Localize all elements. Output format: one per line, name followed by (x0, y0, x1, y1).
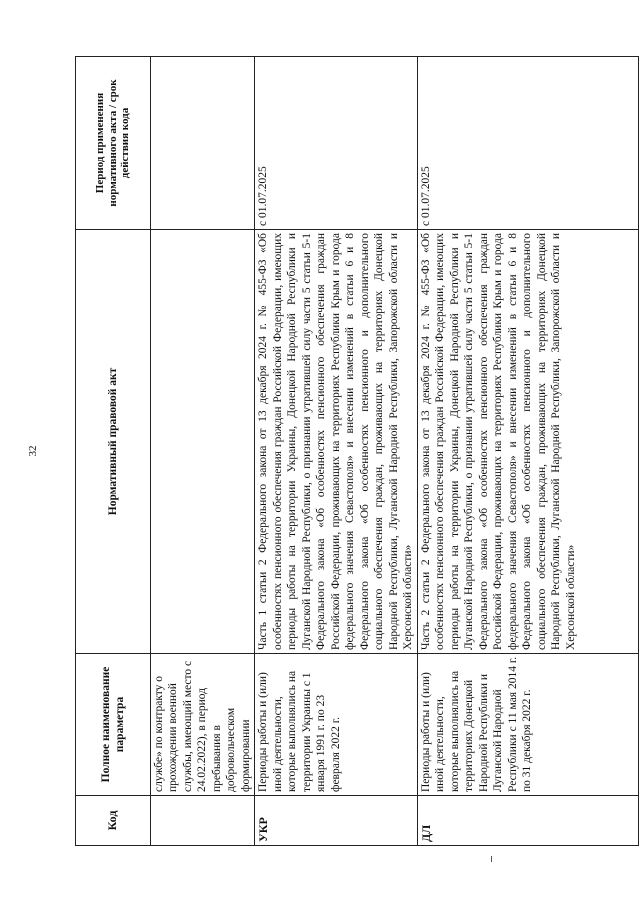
cell-name: Периоды работы и (или) иной деятельности, которые выполнялись на территориях Донецкой Народной Республики и Луганской Народной Республики с 11 мая 2014 г. по 31 декабря 2022 г. (417, 654, 638, 796)
header-act: Нормативный правовой акт (76, 230, 151, 654)
cell-name: Периоды работы и (или) иной деятельности, которые выполнялись на территории Украины с 1 января 1991 г. по 23 февраля 2022 г. (255, 654, 417, 796)
table-header-row (76, 57, 151, 846)
cell-act: Часть 1 статьи 2 Федерального закона от 13 декабря 2024 г. № 455-ФЗ «Об особенностях пенсионного обеспечения граждан Российской Федерации, имеющих периоды работы на территории Украины, Донецкой Народной Республики и Луганской Народной Республики, о признании утратившей силу части 5 статьи 5-1 Федерального закона «Об особенностях пенсионного обеспечения граждан Российской Федерации, проживающих на территориях Республики Крым и города федерального значения Севастополя» и внесении изменений в статьи 6 и 8 Федерального закона «Об особенностях пенсионного и дополнительного социального обеспечения граждан, проживающих на территориях Донецкой Народной Республики, Луганской Народной Республики, Запорожской области и Херсонской области» (255, 230, 417, 654)
cell-code (151, 796, 255, 846)
rotated-table-container (75, 57, 578, 846)
header-period: Период применения нормативного акта / срок действия кода (76, 57, 151, 230)
page-number: 32 (27, 445, 39, 457)
cell-name: службе» по контракту о прохождении военной службы, имеющий место с 24.02.2022), в период пребывания в добровольческом формировании (151, 654, 255, 796)
table-row (151, 57, 255, 846)
cell-act (151, 230, 255, 654)
scan-mark (491, 856, 492, 862)
table-row (255, 57, 417, 846)
legal-acts-table (75, 56, 639, 846)
table-row (417, 57, 638, 846)
cell-code: ДЛ (417, 796, 638, 846)
cell-period: с 01.07.2025 (417, 57, 638, 230)
cell-period (151, 57, 255, 230)
cell-period: с 01.07.2025 (255, 57, 417, 230)
header-name: Полное наименование параметра (76, 654, 151, 796)
cell-code: УКР (255, 796, 417, 846)
header-code: Код (76, 796, 151, 846)
cell-act: Часть 2 статьи 2 Федерального закона от 13 декабря 2024 г. № 455-ФЗ «Об особенностях пенсионного обеспечения граждан Российской Федерации, имеющих периоды работы на территории Украины, Донецкой Народной Республики и Луганской Народной Республики, о признании утратившей силу части 5 статьи 5-1 Федерального закона «Об особенностях пенсионного обеспечения граждан Российской Федерации, проживающих на территориях Республики Крым и города федерального значения Севастополя» и внесении изменений в статьи 6 и 8 Федерального закона «Об особенностях пенсионного и дополнительного социального обеспечения граждан, проживающих на территориях Донецкой Народной Республики, Луганской Народной Республики, Запорожской области и Херсонской области» (417, 230, 638, 654)
